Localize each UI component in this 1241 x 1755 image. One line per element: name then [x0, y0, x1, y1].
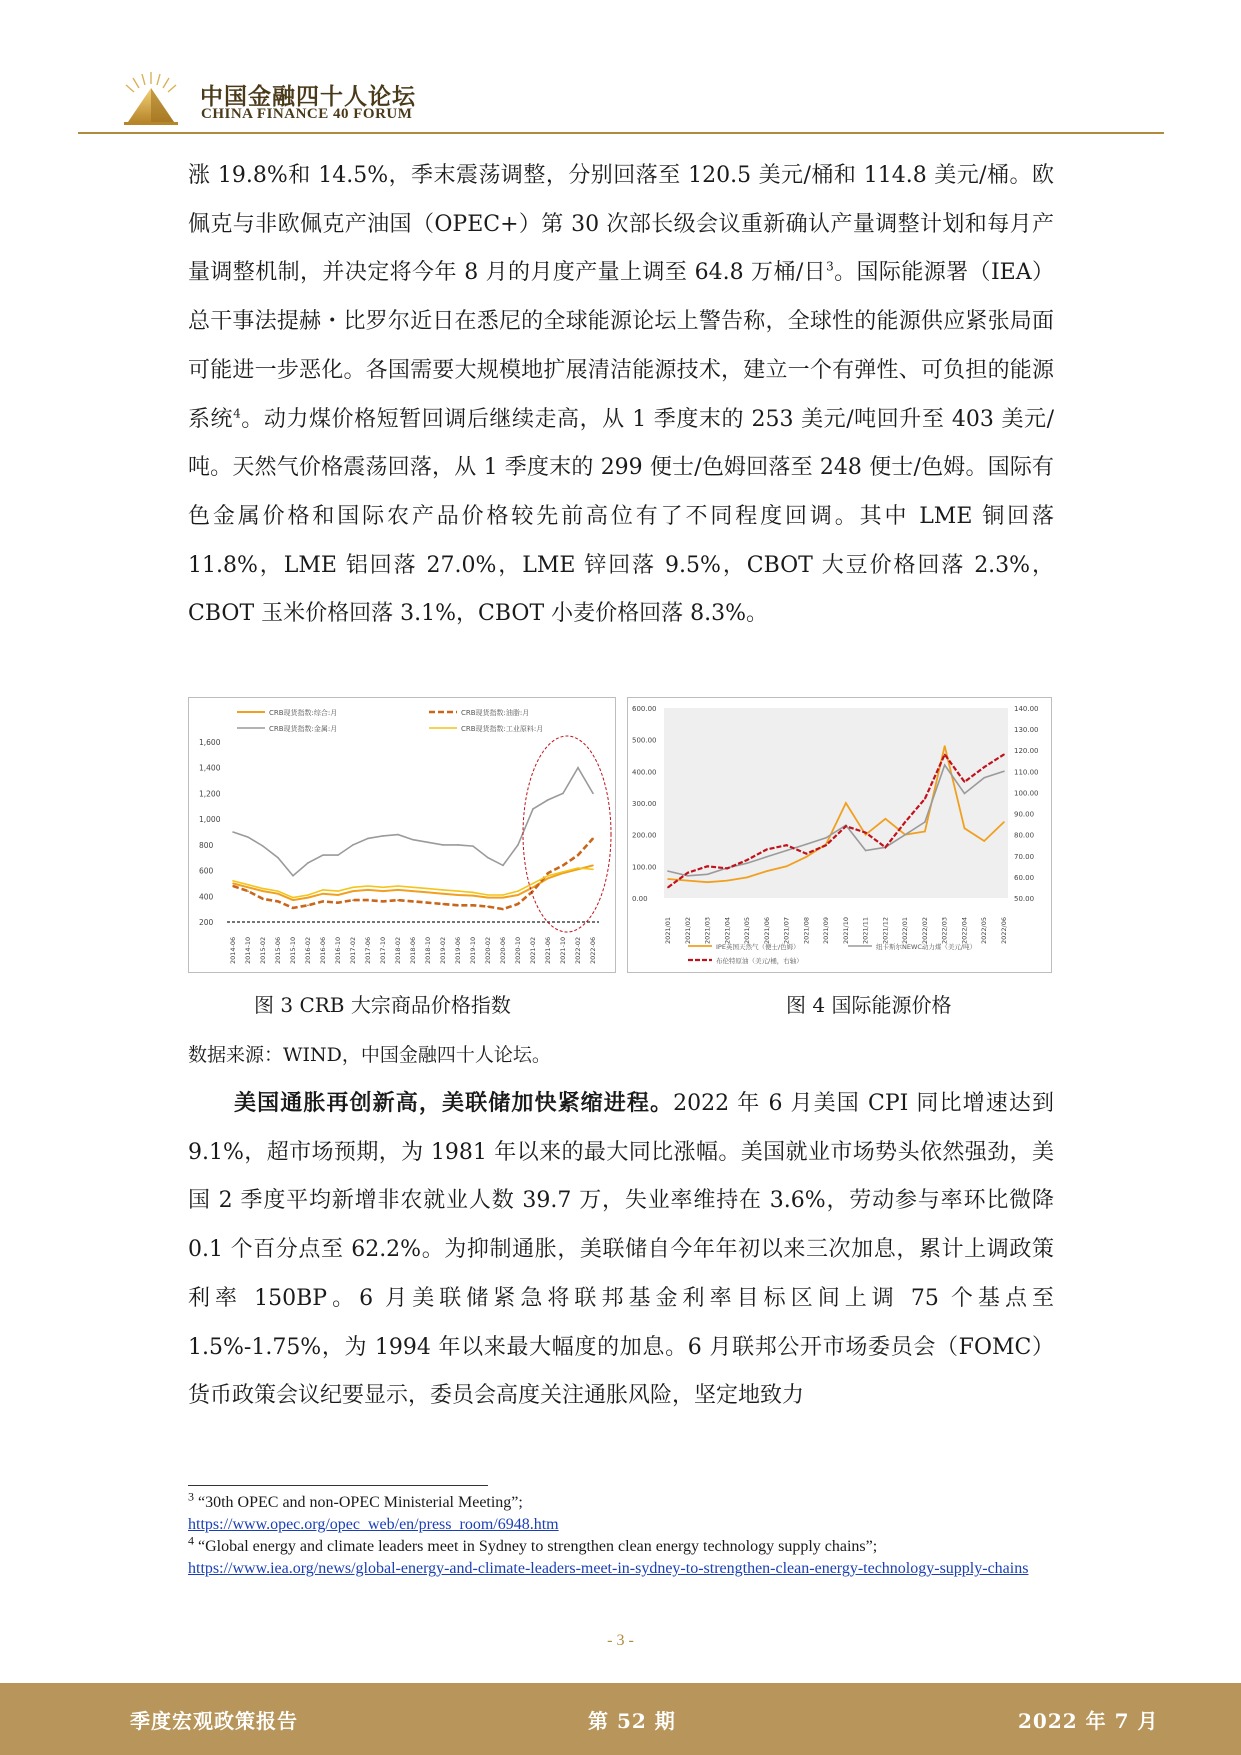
legend-label: 布伦特原油（美元/桶，右轴）: [716, 957, 803, 965]
data-point: [292, 875, 294, 877]
data-point: [667, 887, 669, 889]
y-right-tick-label: 120.00: [1014, 747, 1039, 756]
data-point: [547, 872, 549, 874]
data-point: [517, 890, 519, 892]
data-point: [322, 893, 324, 895]
y-right-tick-label: 60.00: [1014, 873, 1035, 882]
footnote-4: [188, 1533, 1048, 1580]
data-point: [367, 889, 369, 891]
footnote-divider: [188, 1485, 488, 1486]
data-point: [532, 808, 534, 810]
data-point: [442, 889, 444, 891]
data-point: [983, 766, 985, 768]
x-tick-label: 2021/06: [762, 916, 771, 944]
data-point: [806, 856, 808, 858]
data-point: [766, 849, 768, 851]
data-point: [247, 884, 249, 886]
x-tick-label: 2015-10: [289, 936, 297, 964]
data-point: [944, 764, 946, 766]
legend-label: CRB现货指数:工业原料:月: [461, 725, 544, 733]
data-point: [667, 878, 669, 880]
data-point: [472, 904, 474, 906]
y-tick-label: 1,200: [199, 789, 221, 799]
footnote-ref-4[interactable]: 4: [233, 406, 241, 421]
y-right-tick-label: 110.00: [1014, 768, 1039, 777]
y-left-tick-label: 500.00: [632, 736, 657, 745]
y-right-tick-label: 100.00: [1014, 789, 1039, 798]
data-point: [382, 886, 384, 888]
data-point: [262, 890, 264, 892]
footnote-3: [188, 1489, 1048, 1536]
y-right-tick-label: 80.00: [1014, 831, 1035, 840]
data-point: [502, 897, 504, 899]
data-point: [885, 847, 887, 849]
data-point: [1003, 821, 1005, 823]
y-right-tick-label: 130.00: [1014, 726, 1039, 735]
data-point: [726, 880, 728, 882]
data-point: [825, 837, 827, 839]
x-tick-label: 2020-02: [484, 936, 492, 964]
footnote-4-link[interactable]: https://www.iea.org/news/global-energy-and-climate-leaders-meet-in-sydney-to-strengthen-clean-energy-technology-supply-chains: [188, 1560, 1029, 1577]
data-point: [786, 844, 788, 846]
data-point: [262, 898, 264, 900]
data-point: [924, 798, 926, 800]
data-point: [487, 897, 489, 899]
data-point: [367, 885, 369, 887]
x-tick-label: 2022/01: [901, 916, 910, 944]
x-tick-label: 2022/03: [940, 916, 949, 944]
legend-label: 纽卡斯尔NEWC动力煤（美元/吨）: [876, 943, 977, 951]
x-tick-label: 2021/12: [881, 916, 890, 944]
x-tick-label: 2022/04: [960, 916, 969, 944]
data-point: [726, 868, 728, 870]
x-tick-label: 2021-06: [544, 936, 552, 964]
data-point: [337, 890, 339, 892]
y-tick-label: 1,000: [199, 815, 221, 825]
header: [78, 64, 1164, 134]
data-point: [352, 886, 354, 888]
y-left-tick-label: 100.00: [632, 863, 657, 872]
y-right-tick-label: 140.00: [1014, 705, 1039, 713]
x-tick-label: 2021/08: [802, 916, 811, 944]
data-point: [806, 843, 808, 845]
data-point: [865, 832, 867, 834]
data-point: [865, 850, 867, 852]
y-tick-label: 200: [199, 918, 214, 927]
para1-text-a: 涨 19.8%和 14.5%，季末震荡调整，分别回落至 120.5 美元/桶和 114.8 美元/桶。欧佩克与非欧佩克产油国（OPEC+）第 30 次部长级会议重新确认产量调整计划和每月产量调整机制，并决定将今年 8 月的月度产量上调至 64.8 万桶/日: [188, 163, 1054, 286]
data-point: [232, 831, 234, 833]
data-point: [562, 871, 564, 873]
y-tick-label: 800: [199, 840, 214, 850]
data-point: [983, 840, 985, 842]
data-point: [806, 853, 808, 855]
data-point: [352, 844, 354, 846]
data-point: [746, 862, 748, 864]
x-tick-label: 2016-06: [319, 936, 327, 964]
data-point: [547, 877, 549, 879]
data-point: [397, 889, 399, 891]
data-point: [1003, 771, 1005, 773]
data-source-note: 数据来源：WIND，中国金融四十人论坛。: [188, 1044, 551, 1066]
data-point: [547, 875, 549, 877]
data-point: [562, 865, 564, 867]
data-point: [532, 890, 534, 892]
y-right-tick-label: 70.00: [1014, 852, 1035, 861]
data-point: [457, 890, 459, 892]
x-tick-label: 2021/11: [861, 916, 870, 944]
data-point: [786, 866, 788, 868]
data-point: [307, 894, 309, 896]
data-point: [786, 850, 788, 852]
x-tick-label: 2014-06: [229, 936, 237, 964]
x-tick-label: 2019-06: [454, 936, 462, 964]
y-tick-label: 1,600: [199, 738, 221, 747]
x-tick-label: 2020-10: [514, 936, 522, 964]
data-point: [1003, 754, 1005, 756]
x-tick-label: 2022-02: [574, 936, 582, 964]
x-tick-label: 2022-06: [589, 936, 597, 964]
x-tick-label: 2022/05: [980, 916, 989, 944]
para1-text-c: 。动力煤价格短暂回调后继续走高，从 1 季度末的 253 美元/吨回升至 403 美元/吨。天然气价格震荡回落，从 1 季度末的 299 便士/色姆回落至 248 便士/色姆。国际有色金属价格和国际农产品价格较先前高位有了不同程度回调。其中 LME 铜回落 11.8%，LME 铝回落 27.0%，LME 锌回落 9.5%，CBOT 大豆价格回落 2.3%，CBOT 玉米价格回落 3.1%，CBOT 小麦价格回落 8.3%。: [188, 406, 1054, 627]
para2-text: 2022 年 6 月美国 CPI 同比增速达到 9.1%，超市场预期，为 1981 年以来的最大同比涨幅。美国就业市场势头依然强劲，美国 2 季度平均新增非农就业人数 39.7 万，失业率维持在 3.6%，劳动参与率环比微降 0.1 个百分点至 62.2%。为抑制通胀，美联储自今年年初以来三次加息，累计上调政策利率 150BP。6 月美联储紧急将联邦基金利率目标区间上调 75 个基点至 1.5%-1.75%，为 1994 年以来最大幅度的加息。6 月联邦公开市场委员会（FOMC）货币政策会议纪要显示，委员会高度关注通胀风险，坚定地致力: [188, 1091, 1054, 1409]
data-point: [502, 908, 504, 910]
crb-index-chart: [188, 697, 616, 973]
data-point: [517, 903, 519, 905]
plot-area: [664, 708, 1008, 898]
data-point: [412, 886, 414, 888]
body-paragraph-2: [188, 1079, 1054, 1421]
data-point: [746, 859, 748, 861]
x-tick-label: 2016-10: [334, 936, 342, 964]
footnote-ref-3[interactable]: 3: [826, 260, 834, 275]
data-point: [337, 854, 339, 856]
data-point: [232, 885, 234, 887]
data-point: [262, 845, 264, 847]
data-point: [547, 799, 549, 801]
series-line: [233, 768, 593, 876]
data-point: [904, 821, 906, 823]
y-tick-label: 400: [199, 892, 214, 902]
data-point: [352, 890, 354, 892]
x-tick-label: 2021/07: [782, 916, 791, 944]
data-point: [397, 834, 399, 836]
data-point: [707, 873, 709, 875]
footnote-3-number: 3: [188, 1489, 194, 1504]
x-tick-label: 2021/02: [683, 916, 692, 944]
data-point: [322, 889, 324, 891]
data-point: [592, 838, 594, 840]
data-point: [247, 890, 249, 892]
x-tick-label: 2021/10: [841, 916, 850, 944]
footer-bar: [0, 1683, 1241, 1755]
data-point: [337, 894, 339, 896]
data-point: [687, 875, 689, 877]
x-tick-label: 2021/04: [723, 916, 732, 944]
data-point: [322, 901, 324, 903]
data-point: [766, 856, 768, 858]
y-left-tick-label: 400.00: [632, 768, 657, 777]
x-tick-label: 2018-06: [409, 936, 417, 964]
y-right-tick-label: 50.00: [1014, 895, 1035, 903]
x-tick-label: 2019-10: [469, 936, 477, 964]
data-point: [472, 892, 474, 894]
data-point: [277, 893, 279, 895]
data-point: [382, 835, 384, 837]
data-point: [292, 899, 294, 901]
data-point: [502, 865, 504, 867]
x-tick-label: 2014-10: [244, 936, 252, 964]
data-point: [397, 899, 399, 901]
data-point: [845, 825, 847, 827]
footnote-4-number: 4: [188, 1533, 194, 1548]
data-point: [964, 828, 966, 830]
para1-text-b: 。国际能源署（IEA）总干事法提赫・比罗尔近日在悉尼的全球能源论坛上警告称，全球性的能源供应紧张局面可能进一步恶化。各国需要大规模地扩展清洁能源技术，建立一个有弹性、可负担的能源系统: [188, 260, 1054, 432]
data-point: [427, 841, 429, 843]
x-tick-label: 2021/03: [703, 916, 712, 944]
y-right-tick-label: 90.00: [1014, 810, 1035, 819]
data-point: [964, 793, 966, 795]
data-point: [292, 897, 294, 899]
x-tick-label: 2019-02: [439, 936, 447, 964]
data-point: [707, 881, 709, 883]
data-point: [487, 857, 489, 859]
data-point: [382, 901, 384, 903]
data-point: [292, 907, 294, 909]
data-point: [924, 821, 926, 823]
data-point: [442, 893, 444, 895]
figure-4-caption: 图 4 国际能源价格: [786, 993, 952, 1017]
x-tick-label: 2021-10: [559, 936, 567, 964]
data-point: [247, 836, 249, 838]
data-point: [532, 883, 534, 885]
data-point: [687, 880, 689, 882]
data-point: [307, 862, 309, 864]
data-point: [592, 868, 594, 870]
data-point: [307, 897, 309, 899]
x-tick-label: 2021/05: [743, 916, 752, 944]
data-point: [517, 844, 519, 846]
header-divider: [78, 132, 1164, 134]
data-point: [502, 894, 504, 896]
data-point: [577, 867, 579, 869]
footer-issue-number: 第 52 期: [588, 1709, 676, 1733]
y-left-tick-label: 300.00: [632, 800, 657, 808]
data-point: [746, 877, 748, 879]
data-point: [352, 899, 354, 901]
data-point: [825, 844, 827, 846]
data-point: [517, 894, 519, 896]
forum-logo-icon: [120, 70, 182, 132]
data-point: [322, 854, 324, 856]
data-point: [577, 854, 579, 856]
data-point: [592, 793, 594, 795]
data-point: [592, 865, 594, 867]
data-point: [562, 793, 564, 795]
x-tick-label: 2022/02: [920, 916, 929, 944]
data-point: [687, 872, 689, 874]
x-tick-label: 2017-02: [349, 936, 357, 964]
data-point: [367, 838, 369, 840]
data-point: [277, 890, 279, 892]
footer-date: 2022 年 7 月: [1018, 1709, 1159, 1733]
data-point: [766, 870, 768, 872]
data-point: [924, 831, 926, 833]
logo-chinese-name: 中国金融四十人论坛: [200, 84, 416, 110]
data-point: [845, 802, 847, 804]
data-point: [964, 781, 966, 783]
data-point: [442, 844, 444, 846]
x-tick-label: 2015-06: [274, 936, 282, 964]
x-tick-label: 2021/01: [664, 916, 672, 944]
footnote-4-text: “Global energy and climate leaders meet in Sydney to strengthen clean energy technology supply chains”;: [198, 1538, 878, 1555]
data-point: [457, 904, 459, 906]
x-tick-label: 2020-06: [499, 936, 507, 964]
data-point: [412, 839, 414, 841]
data-point: [412, 901, 414, 903]
energy-chart-svg: [628, 698, 1051, 972]
data-point: [307, 904, 309, 906]
data-point: [337, 902, 339, 904]
data-point: [427, 892, 429, 894]
x-tick-label: 2021-02: [529, 936, 537, 964]
data-point: [397, 885, 399, 887]
y-tick-label: 600: [199, 866, 214, 876]
legend-label: CRB现货指数:油脂:月: [461, 709, 530, 717]
data-point: [427, 902, 429, 904]
y-left-tick-label: 200.00: [632, 831, 657, 840]
y-tick-label: 1,400: [199, 763, 221, 773]
footnote-3-text: “30th OPEC and non-OPEC Ministerial Meeting”;: [198, 1494, 523, 1511]
data-point: [487, 894, 489, 896]
legend-label: CRB现货指数:综合:月: [269, 709, 338, 717]
highlight-ellipse: [523, 736, 611, 932]
logo-english-name: CHINA FINANCE 40 FORUM: [201, 106, 413, 122]
data-point: [277, 901, 279, 903]
x-tick-label: 2021/09: [822, 916, 831, 944]
legend-label: IPE英国天然气（便士/色姆）: [716, 943, 800, 951]
x-tick-label: 2017-10: [379, 936, 387, 964]
x-tick-label: 2022/06: [1000, 916, 1008, 944]
data-point: [577, 767, 579, 769]
para2-lead-sentence: 美国通胀再创新高，美联储加快紧缩进程。: [234, 1090, 674, 1116]
x-tick-label: 2016-02: [304, 936, 312, 964]
x-tick-label: 2017-06: [364, 936, 372, 964]
data-point: [707, 866, 709, 868]
data-point: [232, 883, 234, 885]
data-point: [667, 870, 669, 872]
legend-label: CRB现货指数:金属:月: [269, 725, 338, 733]
data-point: [904, 834, 906, 836]
data-point: [487, 906, 489, 908]
data-point: [412, 890, 414, 892]
data-point: [382, 890, 384, 892]
data-point: [457, 844, 459, 846]
data-point: [885, 818, 887, 820]
data-point: [367, 899, 369, 901]
figure-3-caption: 图 3 CRB 大宗商品价格指数: [254, 993, 511, 1017]
data-point: [944, 745, 946, 747]
y-left-tick-label: 600.00: [632, 705, 657, 713]
x-tick-label: 2018-02: [394, 936, 402, 964]
x-tick-label: 2015-02: [259, 936, 267, 964]
data-point: [277, 857, 279, 859]
data-point: [532, 886, 534, 888]
data-point: [262, 888, 264, 890]
x-tick-label: 2018-10: [424, 936, 432, 964]
body-paragraph-1: [188, 152, 1054, 639]
data-point: [983, 777, 985, 779]
crb-chart-svg: [189, 698, 615, 972]
footnote-3-link[interactable]: https://www.opec.org/opec_web/en/press_room/6948.htm: [188, 1516, 559, 1533]
y-left-tick-label: 0.00: [632, 895, 648, 903]
data-point: [472, 845, 474, 847]
energy-price-chart: [627, 697, 1052, 973]
data-point: [944, 754, 946, 756]
footer-report-title: 季度宏观政策报告: [130, 1709, 298, 1733]
data-point: [247, 886, 249, 888]
data-point: [457, 894, 459, 896]
data-point: [232, 880, 234, 882]
data-point: [427, 888, 429, 890]
page-number: - 3 -: [607, 1632, 634, 1649]
data-point: [472, 895, 474, 897]
data-point: [442, 903, 444, 905]
